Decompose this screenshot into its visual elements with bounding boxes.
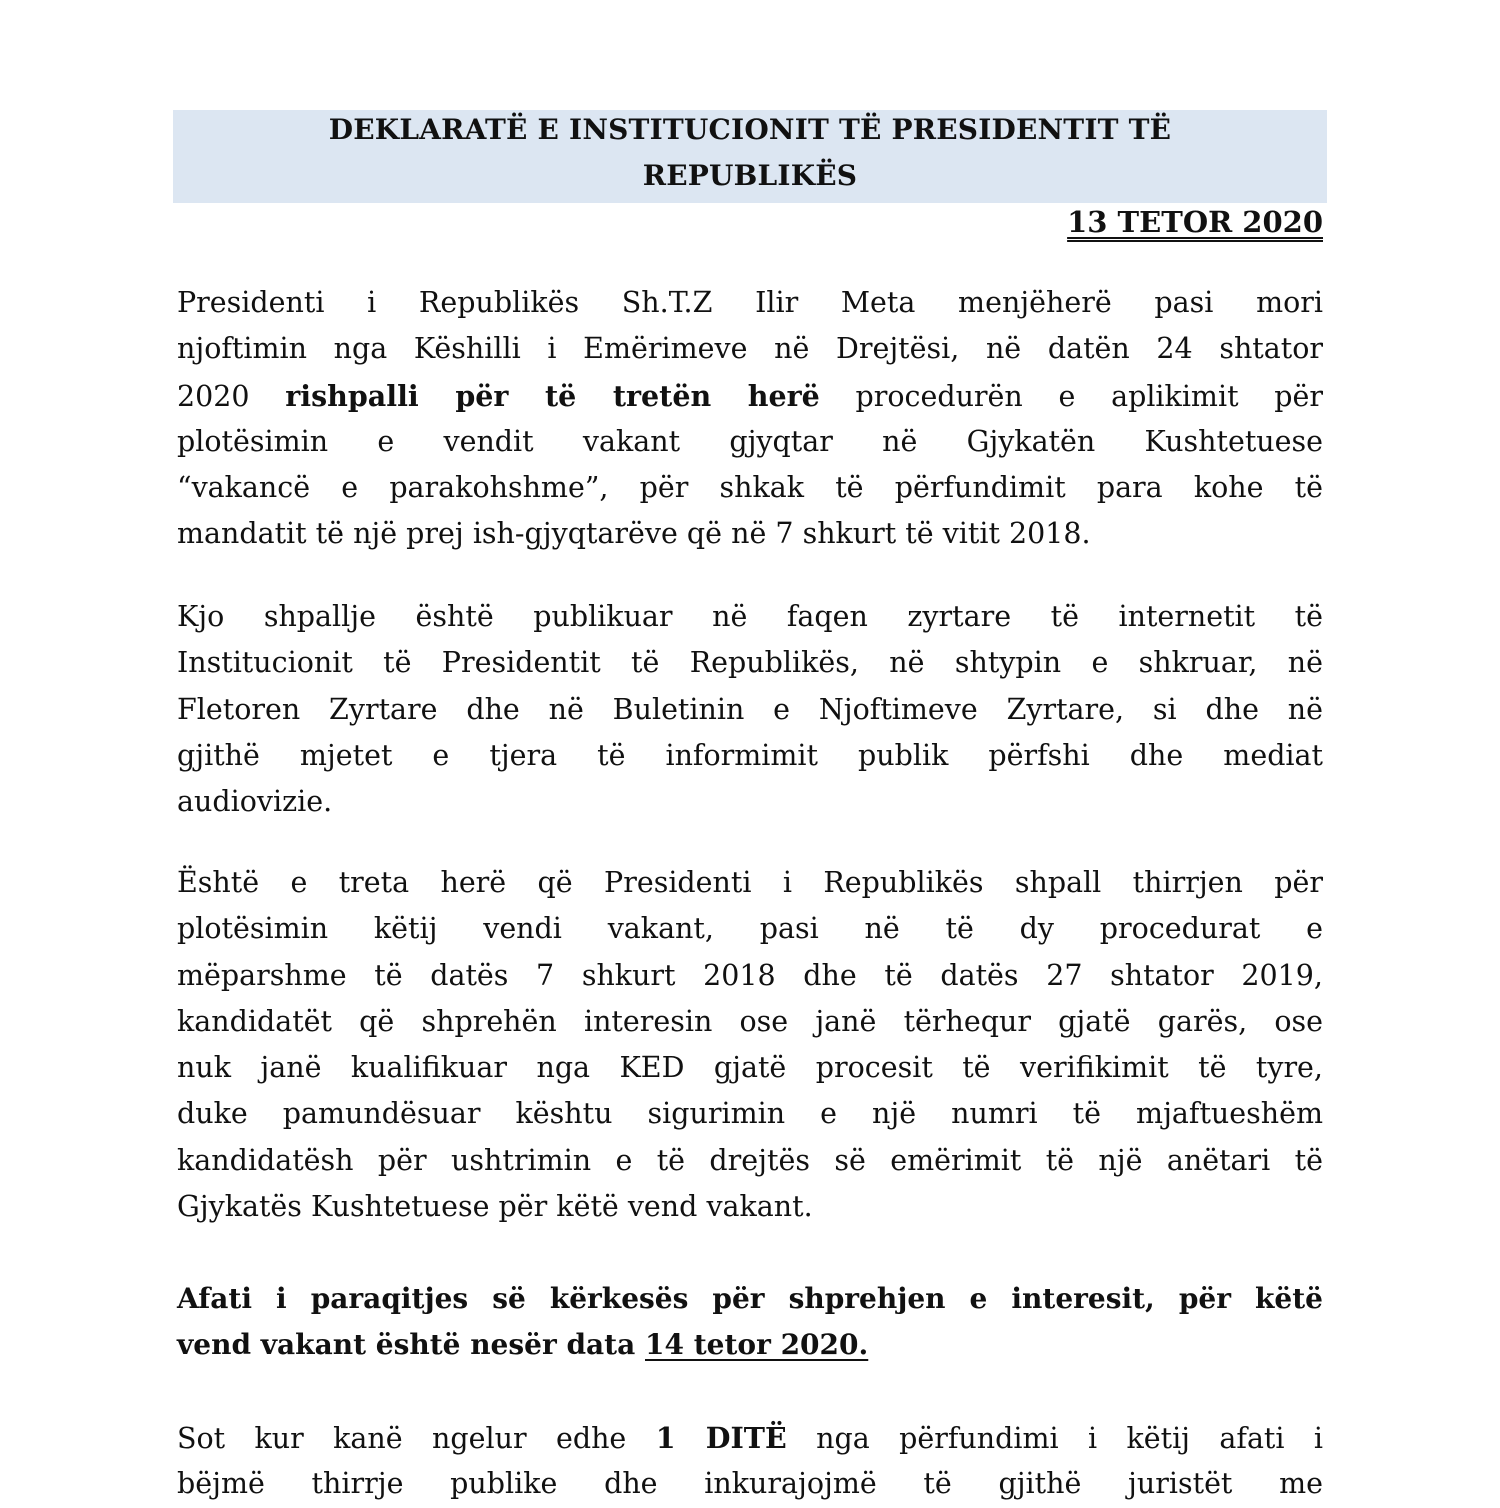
document-date: 13 TETOR 2020 [1067,205,1323,239]
paragraph-line: duke pamundësuar kështu sigurimin e një numri të mjaftueshëm [177,1097,1323,1131]
paragraph-line: nuk janë kualifikuar nga KED gjatë procesit të verifikimit të tyre, [177,1051,1323,1085]
paragraph-line: Gjykatës Kushtetuese për këtë vend vakant. [177,1190,813,1224]
paragraph-line: gjithë mjetet e tjera të informimit publik përfshi dhe mediat [177,738,1323,772]
paragraph-line: Kjo shpallje është publikuar në faqen zyrtare të internetit të [177,600,1323,633]
paragraph-line: kandidatët që shprehën interesin ose janë tërhequr gjatë garës, ose [177,1004,1323,1038]
line-text: vend vakant është nesër data [177,1328,645,1362]
paragraph-line: Është e treta herë që Presidenti i Republikës shpall thirrjen për [177,866,1323,899]
paragraph-line: njoftimin nga Këshilli i Emërimeve në Drejtësi, në datën 24 shtator [177,332,1323,366]
line-text: 2020 [177,379,286,413]
paragraph-line: mëparshme të datës 7 shkurt 2018 dhe të datës 27 shtator 2019, [177,958,1323,992]
paragraph-line: audiovizie. [177,785,333,819]
paragraph-line: mandatit të një prej ish-gjyqtarëve që në 7 shkurt të vitit 2018. [177,517,1091,551]
paragraph-announcement [177,280,1323,558]
paragraph-line: Presidenti i Republikës Sh.T.Z Ilir Meta menjëherë pasi mori [177,286,1323,319]
bold-emphasis: 1 DITË [655,1421,787,1455]
line-text: procedurën e aplikimit për [819,379,1323,413]
paragraph-line: bëjmë thirrje publike dhe inkurajojmë të gjithë juristët me [177,1467,1323,1501]
paragraph-public-call [177,1415,1323,1508]
paragraph-line: kandidatësh për ushtrimin e të drejtës së emërimit të një anëtari të [177,1143,1323,1177]
paragraph-line: plotësimin e vendit vakant gjyqtar në Gjykatën Kushtetuese [177,424,1323,458]
deadline-date: 14 tetor 2020. [645,1328,869,1362]
document-title-line-1: DEKLARATË E INSTITUCIONIT TË PRESIDENTIT TË [328,113,1172,146]
bold-emphasis: rishpalli për të tretën herë [285,378,820,413]
line-text: Sot kur kanë ngelur edhe [177,1422,656,1455]
line-text: nga përfundimi i këtij afati i [786,1422,1324,1455]
paragraph-line: Afati i paraqitjes së kërkesës për shprehjen e interesit, për këtë [177,1282,1323,1315]
paragraph-line: Institucionit të Presidentit të Republikës, në shtypin e shkruar, në [177,646,1323,680]
paragraph-line: Fletoren Zyrtare dhe në Buletinin e Njoftimeve Zyrtare, si dhe në [177,692,1323,726]
paragraph-line [177,1415,1323,1461]
paragraph-line: “vakancë e parakohshme”, për shkak të përfundimit para kohe të [177,471,1323,505]
paragraph-line: plotësimin këtij vendi vakant, pasi në të dy procedurat e [177,912,1323,946]
paragraph-line [177,373,1323,419]
paragraph-deadline [177,1276,1323,1369]
paragraph-line [177,1322,1323,1368]
document-title-line-2: REPUBLIKËS [642,159,858,192]
paragraph-third-call [177,860,1323,1230]
paragraph-publication [177,594,1323,825]
